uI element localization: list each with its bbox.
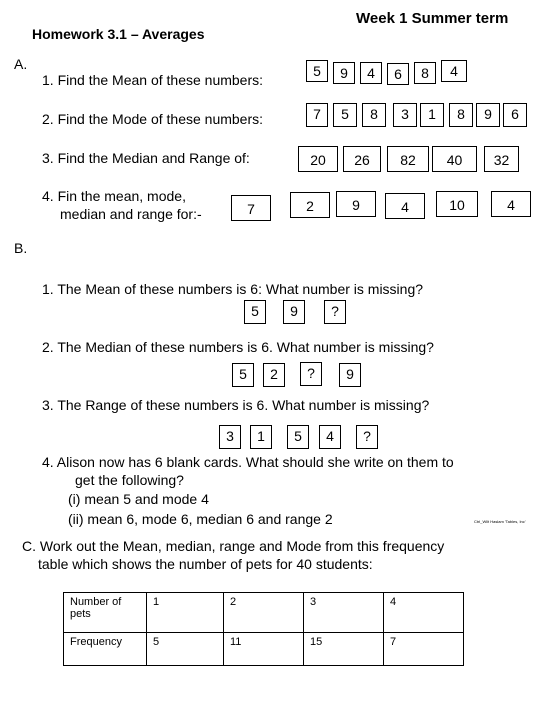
b-q2-card: ? xyxy=(300,362,322,386)
table-row-header: Frequency xyxy=(64,633,147,666)
b-q1-card: ? xyxy=(324,300,346,324)
b-q2-card: 9 xyxy=(339,363,361,387)
b-q4-part-ii: (ii) mean 6, mode 6, median 6 and range 2 xyxy=(68,511,333,527)
b-q4-part-i: (i) mean 5 and mode 4 xyxy=(68,491,209,507)
a-q4-number-card: 4 xyxy=(385,193,425,219)
a-q2-number-card: 9 xyxy=(476,103,500,127)
a-q2-number-card: 8 xyxy=(449,103,473,127)
b-q3-card: 3 xyxy=(219,425,241,449)
credit-text: Ctrl_Wilt Haslam 'Tables, Inc' xyxy=(474,519,526,524)
a-q1-number-card: 9 xyxy=(333,62,355,84)
a-q3-text: 3. Find the Median and Range of: xyxy=(42,150,250,166)
b-q1-card: 5 xyxy=(244,300,266,324)
a-q1-number-card: 5 xyxy=(306,60,328,82)
a-q4-text-line2: median and range for:- xyxy=(60,206,202,222)
b-q3-card: 5 xyxy=(287,425,309,449)
b-q3-text: 3. The Range of these numbers is 6. What number is missing? xyxy=(42,397,430,413)
table-cell: 5 xyxy=(147,633,224,666)
a-q4-number-card: 4 xyxy=(491,191,531,217)
a-q1-number-card: 4 xyxy=(441,60,467,82)
a-q1-number-card: 6 xyxy=(387,63,409,85)
section-c-line2: table which shows the number of pets for 40 students: xyxy=(38,556,373,572)
a-q1-number-card: 8 xyxy=(414,62,436,84)
a-q3-number-card: 40 xyxy=(432,146,477,172)
b-q1-card: 9 xyxy=(283,300,305,324)
term-label: Week 1 Summer term xyxy=(356,10,509,27)
table-cell: 15 xyxy=(304,633,384,666)
table-cell: 11 xyxy=(224,633,304,666)
a-q1-text: 1. Find the Mean of these numbers: xyxy=(42,72,264,88)
a-q4-number-card: 2 xyxy=(290,192,330,218)
b-q2-card: 2 xyxy=(263,363,285,387)
a-q2-text: 2. Find the Mode of these numbers: xyxy=(42,111,264,127)
b-q3-card: 1 xyxy=(250,425,272,449)
worksheet-title: Homework 3.1 – Averages xyxy=(32,26,205,42)
b-q3-card: 4 xyxy=(319,425,341,449)
frequency-table xyxy=(63,592,464,666)
table-cell: 4 xyxy=(384,593,464,633)
a-q2-number-card: 8 xyxy=(362,103,386,127)
a-q4-number-card: 10 xyxy=(436,191,478,217)
a-q2-number-card: 7 xyxy=(306,103,328,127)
a-q3-number-card: 20 xyxy=(298,146,338,172)
a-q4-number-card: 7 xyxy=(231,195,271,221)
a-q4-text-line1: 4. Fin the mean, mode, xyxy=(42,188,186,204)
table-row xyxy=(64,633,464,666)
b-q2-card: 5 xyxy=(232,363,254,387)
b-q4-text-line2: get the following? xyxy=(75,472,184,488)
b-q3-card: ? xyxy=(356,425,378,449)
a-q3-number-card: 32 xyxy=(484,146,519,172)
b-q2-text: 2. The Median of these numbers is 6. What number is missing? xyxy=(42,339,434,355)
a-q2-number-card: 5 xyxy=(333,103,357,127)
a-q4-number-card: 9 xyxy=(336,191,376,217)
a-q2-number-card: 6 xyxy=(503,103,527,127)
section-a-label: A. xyxy=(14,56,28,72)
a-q1-number-card: 4 xyxy=(360,62,382,84)
table-cell: 3 xyxy=(304,593,384,633)
a-q3-number-card: 26 xyxy=(343,146,381,172)
b-q4-text-line1: 4. Alison now has 6 blank cards. What should she write on them to xyxy=(42,454,454,470)
table-cell: 7 xyxy=(384,633,464,666)
table-row-header: Number of pets xyxy=(64,593,147,633)
b-q1-text: 1. The Mean of these numbers is 6: What number is missing? xyxy=(42,281,424,297)
section-c-line1: C. Work out the Mean, median, range and Mode from this frequency xyxy=(22,538,445,554)
a-q2-number-card: 1 xyxy=(420,103,444,127)
table-cell: 2 xyxy=(224,593,304,633)
table-cell: 1 xyxy=(147,593,224,633)
section-b-label: B. xyxy=(14,240,28,256)
a-q2-number-card: 3 xyxy=(393,103,417,127)
a-q3-number-card: 82 xyxy=(387,146,429,172)
table-row xyxy=(64,593,464,633)
